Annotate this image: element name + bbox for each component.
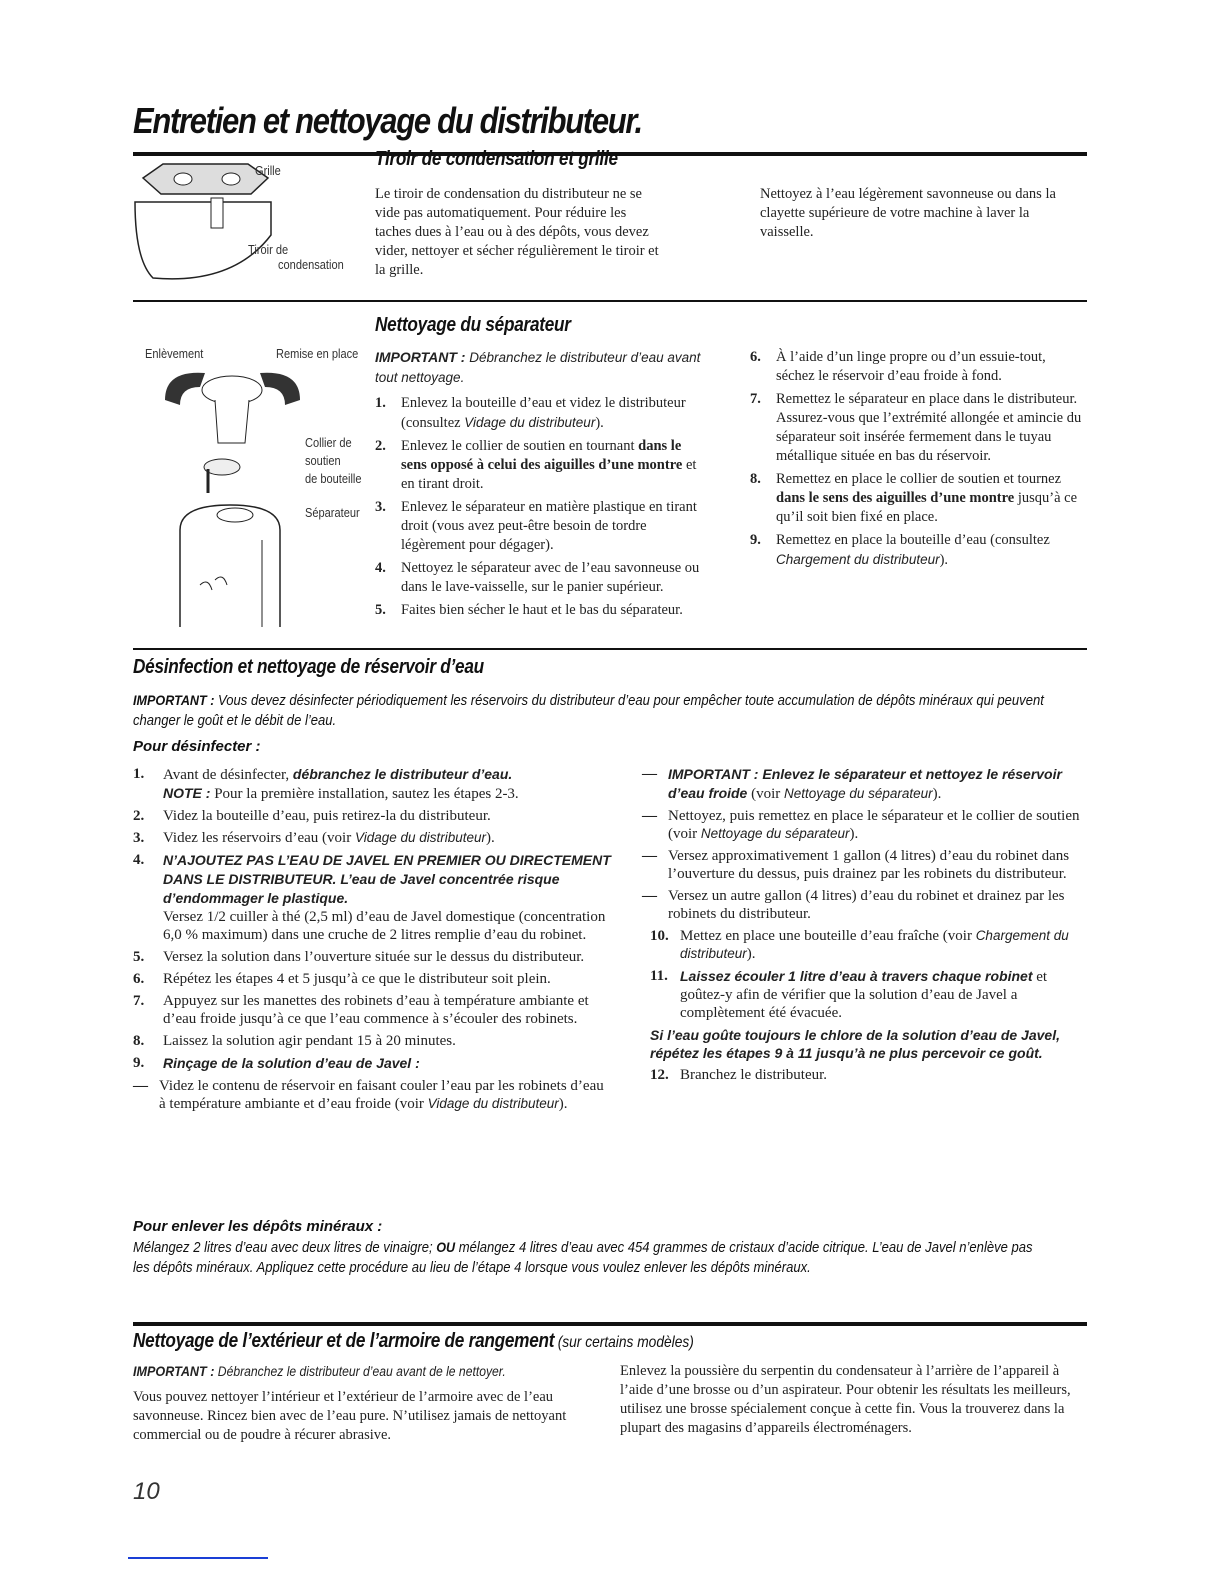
text-run: Pour la première installation, sautez les étapes 2-3.: [210, 786, 519, 802]
list-item: [642, 887, 1090, 923]
text-run: IMPORTANT :: [133, 692, 215, 708]
text-run: Chargement du distributeur: [680, 928, 1069, 961]
section-rule: [133, 1322, 1087, 1326]
text-run: Videz les réservoirs d’eau (voir: [163, 830, 355, 846]
item-number: 10.: [650, 928, 669, 944]
text-run: (voir: [747, 786, 785, 802]
text-run: Avant de désinfecter,: [163, 767, 293, 783]
label-collar-2: soutien: [305, 453, 341, 468]
text-run: Branchez le distributeur.: [680, 1067, 828, 1083]
section-rule: [133, 300, 1087, 302]
text-run: IMPORTANT : Enlevez le séparateur et nettoyez le réservoir d’eau froide: [668, 766, 1062, 801]
rinse-substeps: [133, 1077, 613, 1113]
text-run: Nettoyage du séparateur: [784, 786, 933, 801]
text-run: NOTE :: [163, 785, 211, 801]
label-replace: Remise en place: [276, 346, 359, 361]
item-number: 2.: [133, 808, 145, 824]
text-run: Remettez le séparateur en place dans le distributeur. Assurez-vous que l’extrémité allongée et amincie du séparateur soit insérée fermement dans le tuyau métallique située en bas du réservoir.: [776, 391, 1082, 464]
text-run: À l’aide d’un linge propre ou d’un essuie-tout, séchez le réservoir d’eau froide à fond.: [776, 349, 1046, 384]
item-number: 1.: [375, 395, 386, 411]
footer-line: [128, 1557, 268, 1559]
text-run: Versez 1/2 cuiller à thé (2,5 ml) d’eau de Javel domestique (concentration 6,0 % maximum) dans une cruche de 2 litres remplie d’eau du robinet.: [163, 909, 606, 943]
text-run: Remettez en place la bouteille d’eau (consultez: [776, 532, 1050, 548]
text-run: ).: [486, 830, 495, 846]
label-grille: Grille: [255, 163, 281, 178]
item-number: 8.: [750, 471, 761, 487]
item-number: —: [642, 808, 657, 824]
item-number: 9.: [750, 532, 761, 548]
list-item: [133, 970, 613, 988]
list-item: [133, 851, 613, 944]
text-run: mélangez 4 litres d’eau avec 454 grammes de cristaux d’acide citrique. L’eau de Javel n’enlève pas les dépôts minéraux. Appliquez cette procédure au lieu de l’étape 4 lorsque vous voulez enlever les dépôts minéraux.: [133, 1240, 1033, 1276]
text-run: Appuyez sur les manettes des robinets d’eau à température ambiante et d’eau froide jusqu’à ce que l’eau commence à s’écouler des robinets.: [163, 993, 589, 1027]
text-run: Laissez la solution agir pendant 15 à 20 minutes.: [163, 1033, 456, 1049]
chlorine-warning: Si l’eau goûte toujours le chlore de la solution d’eau de Javel, répétez les étapes 9 à 11 jusqu’à ne plus percevoir ce goût.: [650, 1027, 1060, 1061]
text-run: Vidage du distributeur: [354, 830, 487, 845]
list-item: [133, 765, 613, 803]
item-number: 8.: [133, 1033, 145, 1049]
item-number: 7.: [750, 391, 761, 407]
text-run: OU: [436, 1239, 456, 1255]
text-run: Vidage du distributeur: [427, 1096, 559, 1111]
text-run: Videz la bouteille d’eau, puis retirez-la du distributeur.: [163, 808, 491, 824]
list-item: [750, 348, 1085, 386]
text-run: Videz le contenu de réservoir en faisant couler l’eau par les robinets d’eau à température ambiante et d’eau froide (voir: [159, 1078, 604, 1112]
list-item: [133, 829, 613, 847]
text-run: Enlevez le collier de soutien en tournant: [401, 438, 639, 454]
list-item: [133, 807, 613, 825]
text-run: ).: [595, 415, 604, 431]
label-removal: Enlèvement: [145, 346, 204, 361]
item-number: 4.: [133, 852, 145, 868]
text-run: Remettez en place le collier de soutien et tournez: [776, 471, 1062, 487]
section-rule: [133, 648, 1087, 650]
list-item: [133, 948, 613, 966]
heading-note: (sur certains modèles): [557, 1334, 694, 1351]
list-item: [375, 498, 710, 555]
text-run: Rinçage de la solution d’eau de Javel :: [163, 1055, 420, 1071]
item-number: 3.: [133, 830, 145, 846]
text-run: jusqu’à ce qu’il soit bien fixé en place.: [776, 490, 1078, 525]
condenser-text: Enlevez la poussière du serpentin du condensateur à l’arrière de l’appareil à l’aide d’une brosse ou d’un aspirateur. Pour obtenir les résultats les meilleurs, utilisez une brosse spécialement conçue à cette fin. Vous la trouverez dans la plupart des magasins d’appareils électroménagers.: [620, 1363, 1071, 1436]
text-run: et en tirant droit.: [401, 457, 697, 492]
text-run: Vous devez désinfecter périodiquement les réservoirs du distributeur d’eau pour empêcher toute accumulation de dépôts minéraux qui peuvent changer le goût et le débit de l’eau.: [133, 693, 1044, 729]
exterior-important: [133, 1362, 556, 1382]
list-item: [650, 1066, 1090, 1084]
text-run: Débranchez le distributeur d’eau avant de le nettoyer.: [214, 1364, 506, 1379]
list-item: [133, 1054, 613, 1073]
text-run: Mettez en place une bouteille d’eau fraîche (voir: [680, 928, 976, 944]
text-run: Versez la solution dans l’ouverture située sur le dessus du distributeur.: [163, 949, 585, 965]
list-item: [642, 765, 1090, 803]
list-item: [642, 847, 1090, 883]
item-number: —: [642, 848, 657, 864]
text-run: Versez un autre gallon (4 litres) d’eau du robinet et drainez par les robinets du distributeur.: [668, 888, 1065, 922]
text-run: Chargement du distributeur: [776, 552, 940, 567]
label-separator: Séparateur: [305, 505, 360, 520]
tray-cleaning-text: Nettoyez à l’eau légèrement savonneuse ou dans la clayette supérieure de votre machine à laver la vaisselle.: [760, 186, 1056, 240]
item-number: 7.: [133, 993, 145, 1009]
item-number: 5.: [133, 949, 145, 965]
item-number: 11.: [650, 968, 668, 984]
tray-text: Le tiroir de condensation du distributeur ne se vide pas automatiquement. Pour réduire les taches dues à l’eau ou à des dépôts, vous devez vider, nettoyer et sécher régulièrement le tiroir et la grille.: [375, 186, 659, 278]
text-run: Faites bien sécher le haut et le bas du séparateur.: [401, 602, 683, 618]
text-run: Nettoyez le séparateur avec de l’eau savonneuse ou dans le lave-vaisselle, sur le panier supérieur.: [401, 560, 700, 595]
item-number: 6.: [750, 349, 761, 365]
list-item: [133, 992, 613, 1028]
item-number: 2.: [375, 438, 386, 454]
rinse-substeps-right: [642, 765, 1090, 923]
item-number: 5.: [375, 602, 386, 618]
condensation-tray-illustration: [133, 160, 283, 295]
separator-steps-right: [750, 348, 1085, 570]
page-title: Entretien et nettoyage du distributeur.: [133, 100, 642, 141]
list-item: [133, 1032, 613, 1050]
list-item: [750, 531, 1085, 570]
list-item: [375, 559, 710, 597]
disinfection-important: [133, 690, 1051, 731]
text-run: Enlevez la bouteille d’eau et videz le distributeur (consultez: [401, 395, 686, 431]
minerals-text: [133, 1237, 1033, 1278]
text-run: Nettoyez, puis remettez en place le séparateur et le collier de soutien (voir: [668, 808, 1080, 842]
separator-steps-left: [375, 394, 710, 620]
text-run: Répétez les étapes 4 et 5 jusqu’à ce que le distributeur soit plein.: [163, 971, 551, 987]
disinfection-steps-right: [650, 927, 1090, 1022]
list-item: [133, 1077, 613, 1113]
item-number: 9.: [133, 1055, 145, 1071]
list-item: [650, 967, 1090, 1022]
text-run: Versez approximativement 1 gallon (4 litres) d’eau du robinet dans l’ouverture du dessus, puis drainez par les robinets du distributeur.: [668, 848, 1070, 882]
text-run: ).: [558, 1096, 568, 1112]
list-item: [750, 390, 1085, 466]
item-number: 12.: [650, 1067, 669, 1083]
separator-important: [375, 348, 710, 388]
disinfection-step-12: [650, 1066, 1090, 1084]
separator-illustration: [160, 365, 310, 627]
text-run: débranchez le distributeur d’eau.: [292, 766, 513, 782]
text-run: N’AJOUTEZ PAS L’EAU DE JAVEL EN PREMIER OU DIRECTEMENT DANS LE DISTRIBUTEUR. L’eau de Javel concentrée risque d’endommager le plastique.: [163, 852, 611, 906]
subheading-disinfect: Pour désinfecter :: [133, 738, 261, 755]
text-run: IMPORTANT :: [375, 349, 466, 365]
page-number: 10: [133, 1478, 160, 1505]
exterior-text: Vous pouvez nettoyer l’intérieur et l’extérieur de l’armoire avec de l’eau savonneuse. Rincez bien avec de l’eau pure. N’utilisez jamais de nettoyant commercial ou de poudre à récurer abrasive.: [133, 1389, 567, 1443]
text-run: et goûtez-y afin de vérifier que la solution d’eau de Javel a complètement été évacuée.: [680, 969, 1048, 1021]
text-run: ).: [746, 946, 756, 962]
label-collar-1: Collier de: [305, 435, 352, 450]
list-item: [375, 437, 710, 494]
text-run: Enlevez le séparateur en matière plastique en tirant droit (vous avez peut-être besoin de tordre légèrement pour dégager).: [401, 499, 697, 553]
label-tiroir-2: condensation: [278, 257, 344, 272]
disinfection-steps-left: [133, 765, 613, 1073]
text-run: dans le sens des aiguilles d’une montre: [776, 490, 1015, 506]
list-item: [750, 470, 1085, 527]
text-run: IMPORTANT :: [133, 1363, 215, 1379]
item-number: —: [133, 1078, 148, 1094]
item-number: 1.: [133, 766, 145, 782]
item-number: 4.: [375, 560, 386, 576]
text-run: Mélangez 2 litres d’eau avec deux litres de vinaigre;: [133, 1240, 437, 1256]
item-number: —: [642, 888, 657, 904]
list-item: [375, 601, 710, 620]
text-run: Débranchez le distributeur d’eau avant tout nettoyage.: [375, 350, 701, 385]
text-run: Laissez écouler 1 litre d’eau à travers chaque robinet: [680, 968, 1033, 984]
label-tiroir-1: Tiroir de: [248, 242, 289, 257]
text-run: ).: [849, 826, 859, 842]
section-heading-disinfection: Désinfection et nettoyage de réservoir d’eau: [133, 656, 484, 678]
list-item: [375, 394, 710, 433]
section-heading-tray: Tiroir de condensation et grille: [375, 148, 618, 170]
list-item: [642, 807, 1090, 843]
list-item: [650, 927, 1090, 963]
item-number: —: [642, 766, 657, 782]
section-heading-separator: Nettoyage du séparateur: [375, 314, 571, 336]
text-run: ).: [932, 786, 942, 802]
section-heading-exterior: Nettoyage de l’extérieur et de l’armoire de rangement: [133, 1330, 555, 1352]
text-run: Nettoyage du séparateur: [700, 826, 850, 841]
text-run: Vidage du distributeur: [464, 415, 596, 430]
subheading-minerals: Pour enlever les dépôts minéraux :: [133, 1218, 383, 1235]
text-run: dans le sens opposé à celui des aiguilles d’une montre: [401, 438, 683, 473]
label-collar-3: de bouteille: [305, 471, 362, 486]
text-run: ).: [939, 552, 949, 568]
item-number: 6.: [133, 971, 145, 987]
item-number: 3.: [375, 499, 386, 515]
